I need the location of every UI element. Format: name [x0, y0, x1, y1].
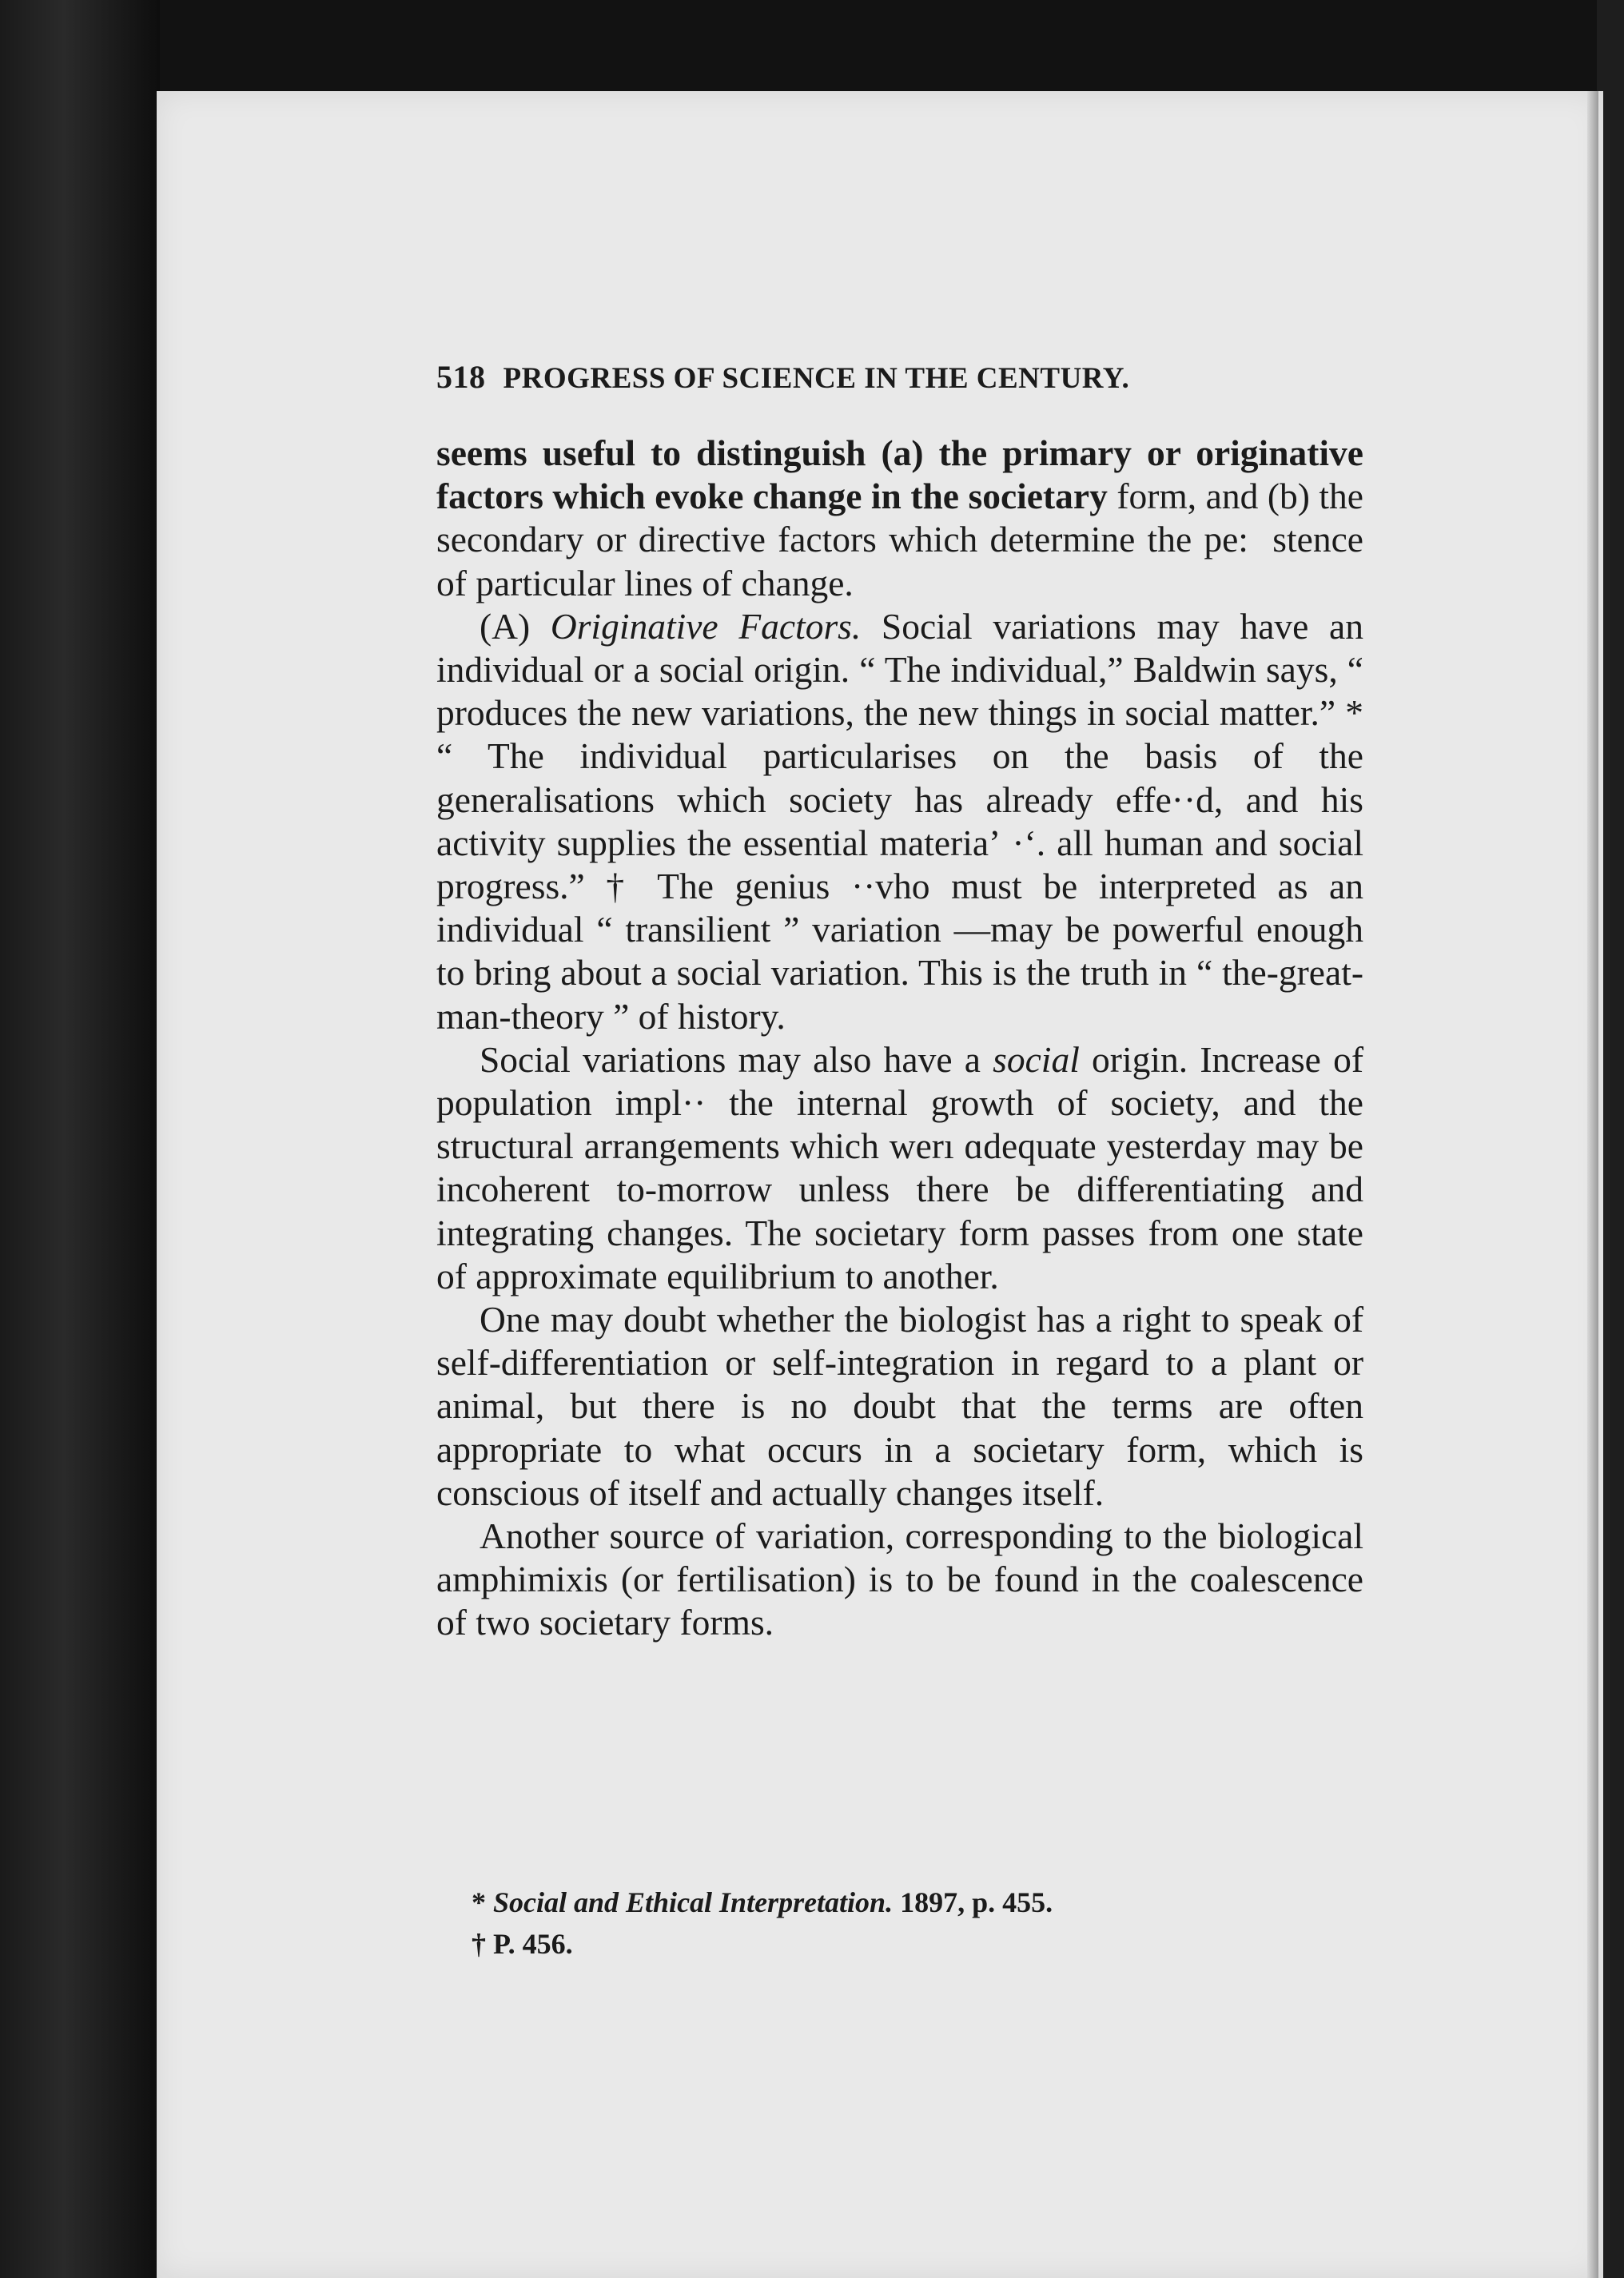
- footnote-2: † P. 456.: [472, 1928, 573, 1960]
- paragraph-4: One may doubt whether the biologist has a right to speak of self-differentiation or self-integration in regard to a plant or animal, but there is no doubt that the terms are often appropriate to what occurs in a societary form, which is conscious of itself and actually changes itself.: [436, 1299, 1363, 1513]
- footnote-1-ref: 1897, p. 455.: [893, 1886, 1053, 1918]
- paragraph-3-after: origin. Increase of population impl·· the internal growth of society, and the structural arrangements which werı ɑdequate yesterday may be incoherent to-morrow unless there be differentiating and integrating changes. The societary form passes from one state of approximate equilibrium to another.: [436, 1038, 1363, 1296]
- footnote-1-mark: *: [472, 1886, 493, 1918]
- body-text: [436, 432, 1363, 1645]
- scan-top-border: [0, 0, 1624, 94]
- paragraph-3: [436, 1038, 1363, 1298]
- paragraph-1-lead: seems useful to distinguish (a) the primary or originative factors which evoke change in the societary: [436, 432, 1363, 517]
- paragraph-2: [436, 605, 1363, 1038]
- page-number: 518: [436, 359, 486, 395]
- running-head: [436, 358, 1331, 396]
- footnote-1-title: Social and Ethical Interpretation.: [493, 1886, 894, 1918]
- paragraph-3-before: Social variations may also have a: [480, 1038, 993, 1080]
- scan-left-border: [0, 0, 160, 2278]
- paragraph-5: Another source of variation, corresponding to the biological amphimixis (or fertilisation) is to be found in the coalescence of two societary forms.: [436, 1515, 1363, 1643]
- footnote-1: [472, 1882, 1351, 1923]
- footnotes: [472, 1882, 1351, 1965]
- paragraph-2-text: Social variations may have an individual or a social origin. “ The individual,” Baldwin says, “ produces the new variations, the new things in social matter.” * “ The individual particularises on the basis of the generalisations which society has already effe··d, and his activity supplies the essential materiaʼ ·ʻ. all human and social progress.” † The genius ··vho must be interpreted as an individual “ transilient ” variation —may be powerful enough to bring about a social variation. This is the truth in “ the-great-man-theory ” of history.: [436, 605, 1363, 1037]
- paragraph-1-rest: form, and (b) the secondary or directive factors which determine the pe: stence of particular lines of change.: [436, 476, 1363, 603]
- paragraph-3-emphasis: social: [993, 1038, 1080, 1080]
- section-marker: (A): [480, 605, 551, 647]
- page-edge: [1587, 91, 1598, 2278]
- section-heading: Originative Factors.: [550, 605, 862, 647]
- running-title: PROGRESS OF SCIENCE IN THE CENTURY.: [503, 362, 1130, 395]
- paragraph-1: [436, 432, 1363, 605]
